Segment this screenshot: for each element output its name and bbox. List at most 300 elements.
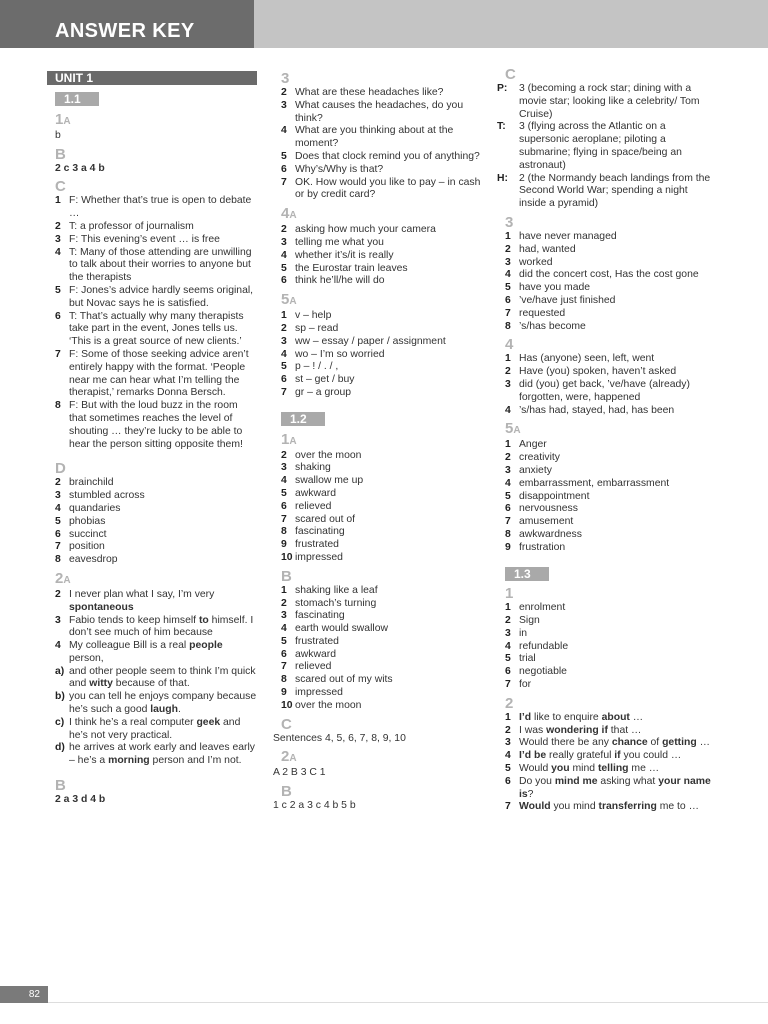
item-text: person, (69, 652, 104, 664)
item-text: F: Whether that’s true is open to debate … (69, 195, 252, 220)
answer-item (273, 526, 485, 539)
item-number: 6 (281, 163, 287, 175)
answer-text: A 2 B 3 C 1 (273, 767, 326, 779)
page-title: ANSWER KEY (55, 20, 195, 42)
item-number: 7 (55, 541, 61, 553)
answer-item (47, 285, 257, 311)
item-number: d) (55, 742, 65, 754)
exercise-heading: 2A (281, 748, 297, 766)
item-number: 2 (505, 724, 511, 736)
item-text: Would there be any (519, 737, 612, 749)
answer-keyword: to (198, 614, 209, 626)
answer-item (273, 488, 485, 501)
answer-item (47, 349, 257, 400)
answer-item (497, 776, 715, 802)
answer-keyword: wondering if (546, 724, 608, 736)
item-text: whether it’s/it is really (295, 249, 394, 261)
item-number: 7 (505, 801, 511, 813)
answer-item (497, 628, 715, 641)
item-text: did the concert cost, Has the cost gone (519, 269, 699, 281)
answer-item (497, 439, 715, 452)
answer-item (497, 725, 715, 738)
item-text: st – get / buy (295, 374, 355, 386)
item-text: me … (628, 763, 660, 775)
answer-text: Sentences 4, 5, 6, 7, 8, 9, 10 (273, 732, 406, 744)
answer-item (273, 100, 485, 126)
item-text: … (696, 737, 710, 749)
answer-item (497, 173, 715, 211)
item-number: 6 (55, 528, 61, 540)
item-number: 9 (281, 687, 287, 699)
item-number: 5 (505, 490, 511, 502)
item-number: 3 (55, 614, 61, 626)
exercise-heading: B (281, 567, 292, 585)
answer-item (273, 336, 485, 349)
exercise-heading: 3 (281, 70, 290, 87)
answer-keyword: you (551, 763, 570, 775)
answer-item (273, 275, 485, 288)
item-number: 3 (281, 236, 287, 248)
item-text: What are you thinking about at the moment? (295, 125, 454, 150)
item-text: have never managed (519, 230, 617, 242)
exercise-heading: C (55, 178, 66, 196)
answer-item (273, 361, 485, 374)
item-number: 1 (505, 602, 511, 614)
item-number: 4 (55, 502, 61, 514)
item-number: 2 (505, 615, 511, 627)
item-number: 4 (281, 249, 287, 261)
item-text: F: But with the loud buzz in the room that sometimes reaches the level of shouting … they’re lucky to be able to hear the person sitting opposite them! (69, 400, 243, 450)
item-number: 4 (505, 477, 511, 489)
answer-item (497, 405, 715, 418)
item-number: 7 (505, 307, 511, 319)
item-number: 4 (505, 404, 511, 416)
answer-item (273, 323, 485, 336)
answer-list (497, 439, 715, 554)
item-text: Sign (519, 615, 540, 627)
item-number: 5 (281, 487, 287, 499)
answer-item (273, 636, 485, 649)
answer-item (497, 244, 715, 257)
item-number: 3 (505, 378, 511, 390)
answer-item (497, 257, 715, 270)
answer-item (273, 539, 485, 552)
unit-heading: UNIT 1 (47, 71, 257, 85)
item-text: Anger (519, 439, 547, 451)
item-number: 6 (505, 294, 511, 306)
answer-item (273, 552, 485, 565)
item-text: worked (519, 256, 553, 268)
item-text: Would (519, 763, 552, 775)
answer-item (497, 529, 715, 542)
item-text: position (69, 541, 105, 553)
exercise-heading: 1A (281, 430, 297, 448)
answer-item (273, 250, 485, 263)
item-number: 7 (55, 348, 61, 360)
item-number: 5 (505, 653, 511, 665)
item-number: 3 (55, 490, 61, 502)
item-text: over the moon (295, 449, 362, 461)
item-text: I was (519, 724, 547, 736)
item-text: swallow me up (295, 475, 364, 487)
answer-keyword: transferring (598, 801, 657, 813)
item-text: sp – read (295, 322, 339, 334)
answer-item (273, 623, 485, 636)
item-text: shaking (295, 462, 331, 474)
item-number: 2 (55, 477, 61, 489)
item-number: 2 (55, 588, 61, 600)
answer-item (497, 516, 715, 529)
item-text: OK. How would you like to pay – in cash or by credit card? (295, 176, 481, 201)
item-text: I think he’s a real computer (69, 716, 197, 728)
item-number: 8 (55, 554, 61, 566)
answer-item (47, 400, 257, 451)
answer-list (47, 477, 257, 567)
item-number: 5 (55, 284, 61, 296)
answer-keyword: chance (611, 737, 648, 749)
item-text: he arrives at work early and leaves early – he’s a (69, 742, 255, 767)
item-text: fascinating (295, 610, 345, 622)
answer-item (497, 750, 715, 763)
exercise-heading: B (55, 777, 66, 795)
answer-item (273, 610, 485, 623)
item-text: frustrated (295, 539, 339, 551)
exercise-heading: 2 (505, 694, 514, 712)
answer-item (273, 661, 485, 674)
item-text: impressed (295, 687, 343, 699)
item-number: 7 (281, 386, 287, 398)
item-number: b) (55, 691, 65, 703)
item-text: . (177, 704, 181, 716)
answer-keyword: your name is (519, 775, 711, 800)
answer-item (497, 478, 715, 491)
answer-item (47, 221, 257, 234)
item-number: 8 (281, 674, 287, 686)
item-text: like to enquire (531, 711, 602, 723)
item-text: brainchild (69, 477, 114, 489)
answer-item (497, 269, 715, 282)
answer-keyword: Would (519, 801, 551, 813)
item-text: that … (607, 724, 642, 736)
answer-keyword: telling (597, 763, 629, 775)
answer-item (47, 717, 257, 743)
item-text: Has (anyone) seen, left, went (519, 353, 655, 365)
answer-item (47, 589, 257, 615)
item-text: ? (527, 788, 534, 800)
item-text: 3 (flying across the Atlantic on a supersonic aeroplane; piloting a submarine; flying in space/being an astronaut) (519, 121, 682, 171)
answer-item (273, 237, 485, 250)
answer-item (497, 452, 715, 465)
item-number: a) (55, 665, 65, 677)
page-number-tab (0, 986, 48, 1003)
item-number: 4 (281, 348, 287, 360)
answer-item (47, 529, 257, 542)
item-number: 3 (505, 464, 511, 476)
item-number: 6 (505, 503, 511, 515)
answer-item (497, 282, 715, 295)
exercise-heading: 3 (505, 213, 514, 231)
answer-item (497, 763, 715, 776)
section-heading: 1.2 (281, 412, 325, 426)
answer-item (497, 308, 715, 321)
item-number: 1 (55, 195, 61, 207)
item-text: embarrassment, embarrassment (519, 477, 670, 489)
answer-item (47, 742, 257, 768)
item-text: Have (you) spoken, haven’t asked (519, 366, 677, 378)
item-text: amusement (519, 516, 574, 528)
item-number: 3 (55, 233, 61, 245)
answer-list (497, 231, 715, 333)
answer-item (273, 514, 485, 527)
answer-item (497, 321, 715, 334)
answer-item (497, 121, 715, 172)
answer-item (497, 737, 715, 750)
item-text: you can tell he enjoys company because he’s such a good (69, 691, 257, 716)
item-text: F: Jones’s advice hardly seems original, but Novac says he is satisfied. (69, 284, 254, 309)
answer-item (273, 387, 485, 400)
item-number: 4 (281, 125, 287, 137)
answer-keyword: people (189, 640, 223, 652)
item-number: 2 (281, 87, 287, 98)
answer-item (497, 83, 715, 121)
item-number: 1 (505, 230, 511, 242)
item-text: frustration (519, 541, 566, 553)
answer-item (273, 598, 485, 611)
exercise-heading: 5A (281, 291, 297, 309)
item-number: 6 (281, 275, 287, 287)
answer-item (497, 491, 715, 504)
item-text: scared out of (295, 513, 356, 525)
answer-keyword: I’d be (519, 750, 547, 762)
item-text: shaking like a leaf (295, 584, 378, 596)
item-number: 8 (281, 526, 287, 538)
item-number: 2 (281, 224, 287, 236)
answer-item (497, 712, 715, 725)
item-number: 1 (281, 310, 287, 322)
item-text: ww – essay / paper / assignment (295, 335, 446, 347)
item-text: telling me what you (295, 236, 384, 248)
answer-keyword: I’d (519, 711, 532, 723)
exercise-heading: 2A (55, 569, 71, 587)
item-text: What are these headaches like? (295, 87, 444, 98)
answer-item (273, 151, 485, 164)
item-number: 4 (505, 640, 511, 652)
item-number: 5 (281, 361, 287, 373)
item-number: 4 (505, 269, 511, 281)
item-text: you could … (620, 750, 682, 762)
answer-keyword: witty (89, 678, 113, 690)
answer-item (497, 641, 715, 654)
item-number: 3 (505, 627, 511, 639)
item-text: because of that. (112, 678, 190, 690)
item-text: v – help (295, 310, 332, 322)
answer-item (273, 450, 485, 463)
item-text: asking what (597, 775, 659, 787)
item-text: over the moon (295, 699, 362, 711)
answer-item (273, 224, 485, 237)
item-number: 10 (281, 699, 293, 711)
item-number: 2 (281, 597, 287, 609)
item-text: awkward (295, 487, 336, 499)
item-text: awkward (295, 648, 336, 660)
exercise-heading: C (281, 715, 292, 733)
item-number: 6 (505, 666, 511, 678)
item-text: person and I’m not. (149, 755, 242, 767)
exercise-heading: B (281, 783, 292, 801)
item-number: 3 (281, 335, 287, 347)
item-number: 2 (55, 220, 61, 232)
item-text: have you made (519, 282, 591, 294)
item-text: enrolment (519, 602, 566, 614)
answer-item (273, 310, 485, 323)
item-number: 7 (281, 513, 287, 525)
answer-item (47, 247, 257, 285)
exercise-heading: 4 (505, 336, 514, 354)
item-text: Fabio tends to keep himself (69, 614, 199, 626)
item-number: 3 (505, 256, 511, 268)
item-number: 7 (281, 661, 287, 673)
item-number: 7 (281, 176, 287, 188)
item-number: 3 (281, 610, 287, 622)
item-number: 5 (281, 150, 287, 162)
item-text: I never plan what I say, I’m very (69, 588, 215, 600)
item-number: 7 (505, 516, 511, 528)
answer-item (273, 585, 485, 598)
item-text: … (629, 711, 644, 723)
answer-item (273, 700, 485, 713)
answer-text: b (55, 129, 61, 141)
answer-item (47, 195, 257, 221)
item-text: you mind (550, 801, 599, 813)
item-text: quandaries (69, 502, 121, 514)
item-number: 6 (505, 775, 511, 787)
exercise-heading: 1 (505, 585, 514, 603)
item-text: stomach’s turning (295, 597, 377, 609)
item-text: Why’s/Why is that? (295, 163, 384, 175)
item-text: F: Some of those seeking advice aren’t entirely happy with the format. ‘People near me can hear what I’m telling the therapist,’ remarks Donna Bersch. (69, 348, 249, 399)
item-number: 5 (55, 515, 61, 527)
answer-item (497, 801, 715, 814)
answer-item (497, 542, 715, 555)
item-number: 2 (505, 243, 511, 255)
answer-list (273, 585, 485, 713)
answer-item (47, 234, 257, 247)
answer-item (497, 465, 715, 478)
answer-list (47, 195, 257, 451)
item-number: 4 (55, 246, 61, 258)
item-text: think he’ll/he will do (295, 275, 385, 287)
answer-item (497, 602, 715, 615)
item-text: had, wanted (519, 243, 576, 255)
item-number: 4 (55, 640, 61, 652)
item-number: 2 (505, 366, 511, 378)
answer-item (47, 541, 257, 554)
section-heading: 1.1 (55, 92, 99, 106)
item-number: 9 (505, 541, 511, 553)
item-text: 3 (becoming a rock star; dining with a movie star; looking like a celebrity/ Tom Cruise) (519, 83, 700, 120)
item-text: really grateful (546, 750, 615, 762)
answer-keyword: getting (662, 737, 697, 749)
answer-item (273, 501, 485, 514)
item-number: 6 (281, 500, 287, 512)
item-text: Do you (519, 775, 555, 787)
item-text: stumbled across (69, 490, 145, 502)
item-text: T: a professor of journalism (69, 220, 194, 232)
item-text: relieved (295, 500, 332, 512)
item-text: negotiable (519, 666, 567, 678)
answer-list (273, 310, 485, 400)
footer-rule (48, 1002, 768, 1003)
item-number: 4 (281, 475, 287, 487)
item-text: impressed (295, 551, 343, 563)
answer-keyword: if (614, 750, 621, 762)
answer-list (273, 224, 485, 288)
answer-item (273, 475, 485, 488)
item-number: c) (55, 716, 65, 728)
item-number: 5 (281, 635, 287, 647)
exercise-heading: 1A (55, 110, 71, 128)
item-number: 2 (281, 322, 287, 334)
exercise-heading: 4A (281, 205, 297, 223)
item-text: anxiety (519, 464, 552, 476)
answer-item (497, 231, 715, 244)
item-number: 3 (505, 737, 511, 749)
item-number: 3 (281, 99, 287, 111)
answer-list (497, 83, 715, 211)
item-number: 2 (505, 452, 511, 464)
item-text: relieved (295, 661, 332, 673)
answer-list (497, 602, 715, 692)
answer-item (47, 666, 257, 692)
answer-item (273, 674, 485, 687)
answer-item (47, 640, 257, 666)
column-3 (497, 66, 715, 814)
page-number: 82 (28, 989, 40, 1000)
item-text: F: This evening’s event … is free (69, 233, 220, 245)
answer-item (273, 263, 485, 276)
answer-item (273, 649, 485, 662)
item-number: H: (497, 172, 508, 184)
item-text: did (you) get back, ’ve/have (already) forgotten, were, happened (519, 378, 690, 403)
answer-item (497, 295, 715, 308)
answer-item (273, 349, 485, 362)
item-number: 8 (55, 400, 61, 412)
answer-item (47, 554, 257, 567)
column-1 (47, 71, 257, 807)
answer-item (273, 87, 485, 100)
answer-list (273, 450, 485, 565)
item-number: 8 (505, 528, 511, 540)
item-text: of (647, 737, 663, 749)
item-number: 10 (281, 551, 293, 563)
answer-item (47, 516, 257, 529)
item-number: 5 (281, 262, 287, 274)
answer-item (273, 164, 485, 177)
item-text: ’s/has had, stayed, had, has been (519, 404, 675, 416)
item-text: fascinating (295, 526, 345, 538)
item-text: refundable (519, 640, 569, 652)
item-text: creativity (519, 452, 560, 464)
item-number: 1 (281, 584, 287, 596)
item-text: for (519, 679, 532, 691)
item-number: 1 (505, 353, 511, 365)
exercise-heading: C (505, 66, 516, 83)
section-heading: 1.3 (505, 567, 549, 581)
item-text: trial (519, 653, 536, 665)
item-text: the Eurostar train leaves (295, 262, 408, 274)
item-number: 6 (55, 310, 61, 322)
item-number: 6 (281, 648, 287, 660)
